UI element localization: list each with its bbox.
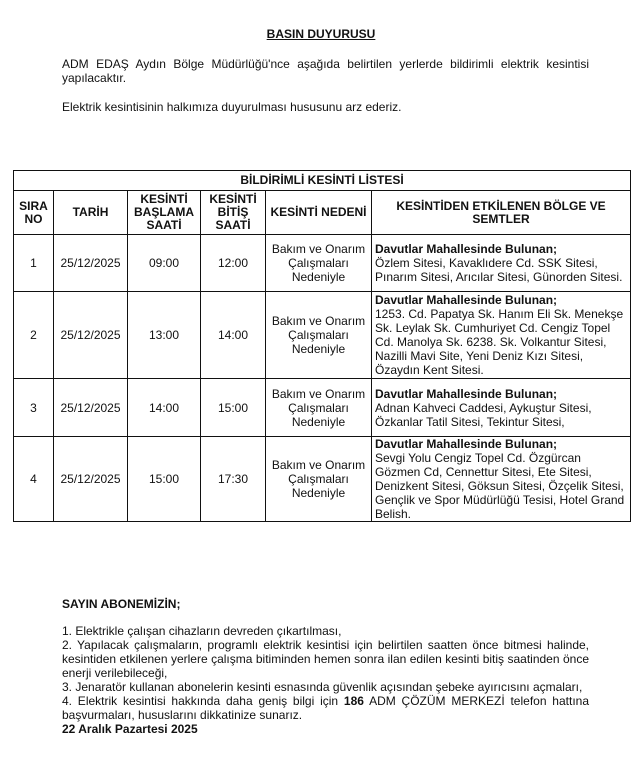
cell-no: 1	[14, 235, 54, 292]
header-baslama: KESİNTİ BAŞLAMA SAATİ	[128, 191, 201, 235]
cell-start: 09:00	[128, 235, 201, 292]
notice-title: SAYIN ABONEMİZİN;	[62, 597, 181, 611]
intro-paragraph: ADM EDAŞ Aydın Bölge Müdürlüğü'nce aşağıda belirtilen yerlerde bildirimli elektrik kesintisi yapılacaktır.	[62, 57, 589, 85]
outage-table	[13, 170, 631, 522]
notice-item-4	[62, 694, 589, 722]
cell-reason: Bakım ve Onarım Çalışmaları Nedeniyle	[266, 292, 372, 379]
cell-area	[372, 292, 631, 379]
header-tarih: TARİH	[54, 191, 128, 235]
notice-item-3: 3. Jenaratör kullanan abonelerin kesinti esnasında güvenlik açısından şebeke ayırıcısını açmaları,	[62, 680, 583, 694]
notice-date: 22 Aralık Pazartesi 2025	[62, 722, 198, 736]
cell-date: 25/12/2025	[54, 292, 128, 379]
area-text: Adnan Kahveci Caddesi, Aykuştur Sitesi, Özkanlar Tatil Sitesi, Tekintur Sitesi,	[375, 400, 592, 429]
area-text: Sevgi Yolu Cengiz Topel Cd. Özgürcan Gözmen Cd, Cennettur Sitesi, Ete Sitesi, Denizkent Sitesi, Göksun Sitesi, Özçelik Sitesi, Gençlik ve Spor Müdürlüğü Tesisi, Hotel Grand Belish.	[375, 451, 625, 521]
header-sira-no: SIRA NO	[14, 191, 54, 235]
cell-end: 14:00	[201, 292, 266, 379]
notice-item-4-prefix: 4. Elektrik kesintisi hakkında daha geniş bilgi için	[62, 694, 344, 708]
cell-reason: Bakım ve Onarım Çalışmaları Nedeniyle	[266, 437, 372, 522]
cell-reason: Bakım ve Onarım Çalışmaları Nedeniyle	[266, 235, 372, 292]
cell-area	[372, 235, 631, 292]
cell-date: 25/12/2025	[54, 437, 128, 522]
header-bolge: KESİNTİDEN ETKİLENEN BÖLGE VE SEMTLER	[372, 191, 631, 235]
notice-item-2: 2. Yapılacak çalışmaların, programlı elektrik kesintisi için belirtilen saatten önce bitmesi halinde, kesintiden etkilenen yerlere çalışma bitiminden hemen sonra ilan edilen kesinti bitiş saatinden önce enerji verilebileceği,	[62, 638, 589, 680]
table-row	[14, 292, 631, 379]
area-text: 1253. Cd. Papatya Sk. Hanım Eli Sk. Menekşe Sk. Leylak Sk. Cumhuriyet Cd. Cengiz Topel Cd. Manolya Sk. 6238. Sk. Volkantur Sitesi, Nazilli Mavi Site, Yeni Deniz Kızı Sitesi, Özaydın Kent Sitesi.	[375, 307, 624, 377]
header-neden: KESİNTİ NEDENİ	[266, 191, 372, 235]
cell-start: 15:00	[128, 437, 201, 522]
area-heading: Davutlar Mahallesinde Bulunan;	[375, 386, 558, 401]
notice-list	[62, 624, 589, 736]
table-header-row	[14, 191, 631, 235]
cell-no: 4	[14, 437, 54, 522]
cell-end: 17:30	[201, 437, 266, 522]
area-text: Özlem Sitesi, Kavaklıdere Cd. SSK Sitesi, Pınarım Sitesi, Arıcılar Sitesi, Günorden Sitesi.	[375, 256, 623, 284]
table-caption: BİLDİRİMLİ KESİNTİ LİSTESİ	[14, 171, 631, 191]
table-row	[14, 379, 631, 437]
notice-item-4-suffix: ADM ÇÖZÜM MERKEZİ telefon hattına başvurmaları, hususlarını dikkatinize sunarız.	[62, 694, 589, 722]
cell-start: 13:00	[128, 292, 201, 379]
cell-area	[372, 437, 631, 522]
area-heading: Davutlar Mahallesinde Bulunan;	[375, 242, 558, 256]
notice-item-1: 1. Elektrikle çalışan cihazların devreden çıkartılması,	[62, 624, 342, 638]
cell-no: 3	[14, 379, 54, 437]
table-row	[14, 437, 631, 522]
cell-start: 14:00	[128, 379, 201, 437]
area-heading: Davutlar Mahallesinde Bulunan;	[375, 437, 558, 451]
area-heading: Davutlar Mahallesinde Bulunan;	[375, 293, 558, 307]
cell-end: 15:00	[201, 379, 266, 437]
table-caption-row	[14, 171, 631, 191]
table-row	[14, 235, 631, 292]
cell-date: 25/12/2025	[54, 379, 128, 437]
cell-area	[372, 379, 631, 437]
cell-date: 25/12/2025	[54, 235, 128, 292]
cell-no: 2	[14, 292, 54, 379]
cell-reason: Bakım ve Onarım Çalışmaları Nedeniyle	[266, 379, 372, 437]
cell-end: 12:00	[201, 235, 266, 292]
second-paragraph: Elektrik kesintisinin halkımıza duyurulması hususunu arz ederiz.	[62, 100, 402, 114]
header-bitis: KESİNTİ BİTİŞ SAATİ	[201, 191, 266, 235]
document-title: BASIN DUYURUSU	[266, 27, 376, 41]
call-center-number: 186	[343, 694, 364, 708]
